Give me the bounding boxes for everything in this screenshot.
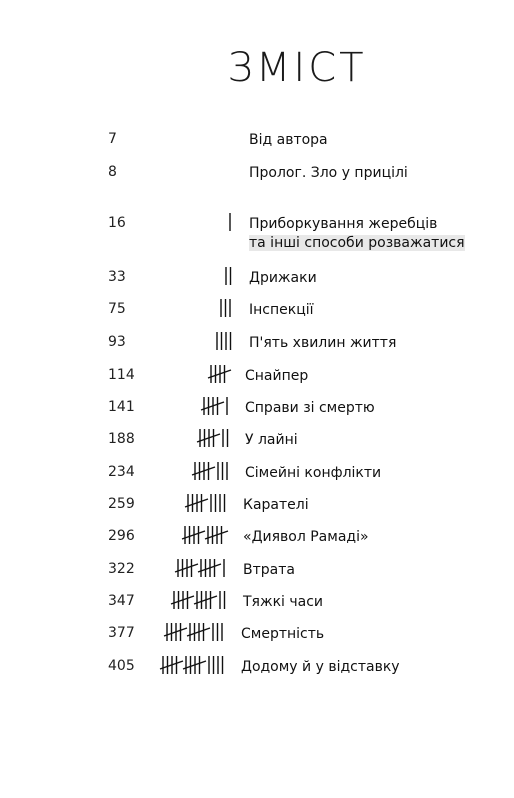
page-number: 93 bbox=[108, 334, 126, 350]
chapter-title-line: Втрата bbox=[243, 562, 295, 578]
chapter-title-line: Тяжкі часи bbox=[243, 594, 324, 610]
page-number: 16 bbox=[108, 215, 126, 231]
chapter-title bbox=[249, 215, 465, 253]
tally-marks bbox=[214, 328, 236, 354]
page-number: 234 bbox=[108, 464, 135, 480]
chapter-title-line: Приборкування жеребців bbox=[249, 216, 438, 232]
chapter-title bbox=[243, 496, 309, 515]
chapter-title-line: та інші способи розважатися bbox=[249, 235, 465, 251]
chapter-title-line: Дрижаки bbox=[249, 270, 317, 286]
tally-marks bbox=[192, 458, 232, 484]
chapter-title bbox=[241, 625, 324, 644]
page-number: 75 bbox=[108, 301, 126, 317]
chapter-title bbox=[249, 301, 314, 320]
page-number: 259 bbox=[108, 496, 135, 512]
tally-marks bbox=[175, 555, 229, 581]
chapter-title bbox=[243, 593, 323, 612]
toc-entry bbox=[0, 215, 514, 255]
chapter-title-line: Сімейні конфлікти bbox=[245, 465, 382, 481]
chapter-title bbox=[249, 334, 396, 353]
chapter-title-line: П'ять хвилин життя bbox=[249, 335, 397, 351]
chapter-title-line: Карателі bbox=[243, 497, 309, 513]
page-number: 322 bbox=[108, 561, 135, 577]
chapter-title bbox=[249, 131, 328, 150]
page-number: 7 bbox=[108, 131, 117, 147]
chapter-title-line: У лайні bbox=[245, 432, 298, 448]
page-number: 33 bbox=[108, 269, 126, 285]
toc-entry bbox=[0, 658, 514, 698]
tally-marks bbox=[164, 619, 227, 645]
tally-marks bbox=[218, 295, 235, 321]
chapter-title bbox=[245, 399, 375, 418]
chapter-title-line: Справи зі смертю bbox=[245, 400, 375, 416]
tally-marks bbox=[182, 522, 229, 548]
tally-marks bbox=[171, 587, 230, 613]
page-number: 377 bbox=[108, 625, 135, 641]
page-number: 141 bbox=[108, 399, 135, 415]
chapter-title-line: «Диявол Рамаді» bbox=[243, 529, 369, 545]
page-number: 188 bbox=[108, 431, 135, 447]
chapter-title-line: Інспекції bbox=[249, 302, 314, 318]
tally-marks bbox=[208, 361, 232, 387]
tally-marks bbox=[185, 490, 230, 516]
tally-marks bbox=[201, 393, 232, 419]
chapter-title bbox=[245, 464, 381, 483]
tally-marks bbox=[197, 425, 233, 451]
chapter-title-line: Додому й у відставку bbox=[241, 659, 400, 675]
tally-marks bbox=[227, 209, 235, 235]
tally-marks bbox=[160, 652, 228, 678]
page-number: 8 bbox=[108, 164, 117, 180]
chapter-title-line: Від автора bbox=[249, 132, 328, 148]
chapter-title-line: Смертність bbox=[241, 626, 325, 642]
chapter-title bbox=[241, 658, 400, 677]
chapter-title-line: Снайпер bbox=[245, 368, 309, 384]
page-number: 114 bbox=[108, 367, 135, 383]
page-number: 405 bbox=[108, 658, 135, 674]
page-number: 296 bbox=[108, 528, 135, 544]
chapter-title bbox=[249, 269, 317, 288]
page-title: ЗМІСТ bbox=[227, 45, 367, 91]
chapter-title bbox=[243, 561, 295, 580]
chapter-title bbox=[245, 431, 298, 450]
chapter-title bbox=[245, 367, 308, 386]
toc-entry bbox=[0, 164, 514, 204]
tally-marks bbox=[223, 263, 236, 289]
chapter-title-line: Пролог. Зло у прицілі bbox=[249, 165, 408, 181]
chapter-title bbox=[243, 528, 369, 547]
chapter-title bbox=[249, 164, 408, 183]
page-number: 347 bbox=[108, 593, 135, 609]
